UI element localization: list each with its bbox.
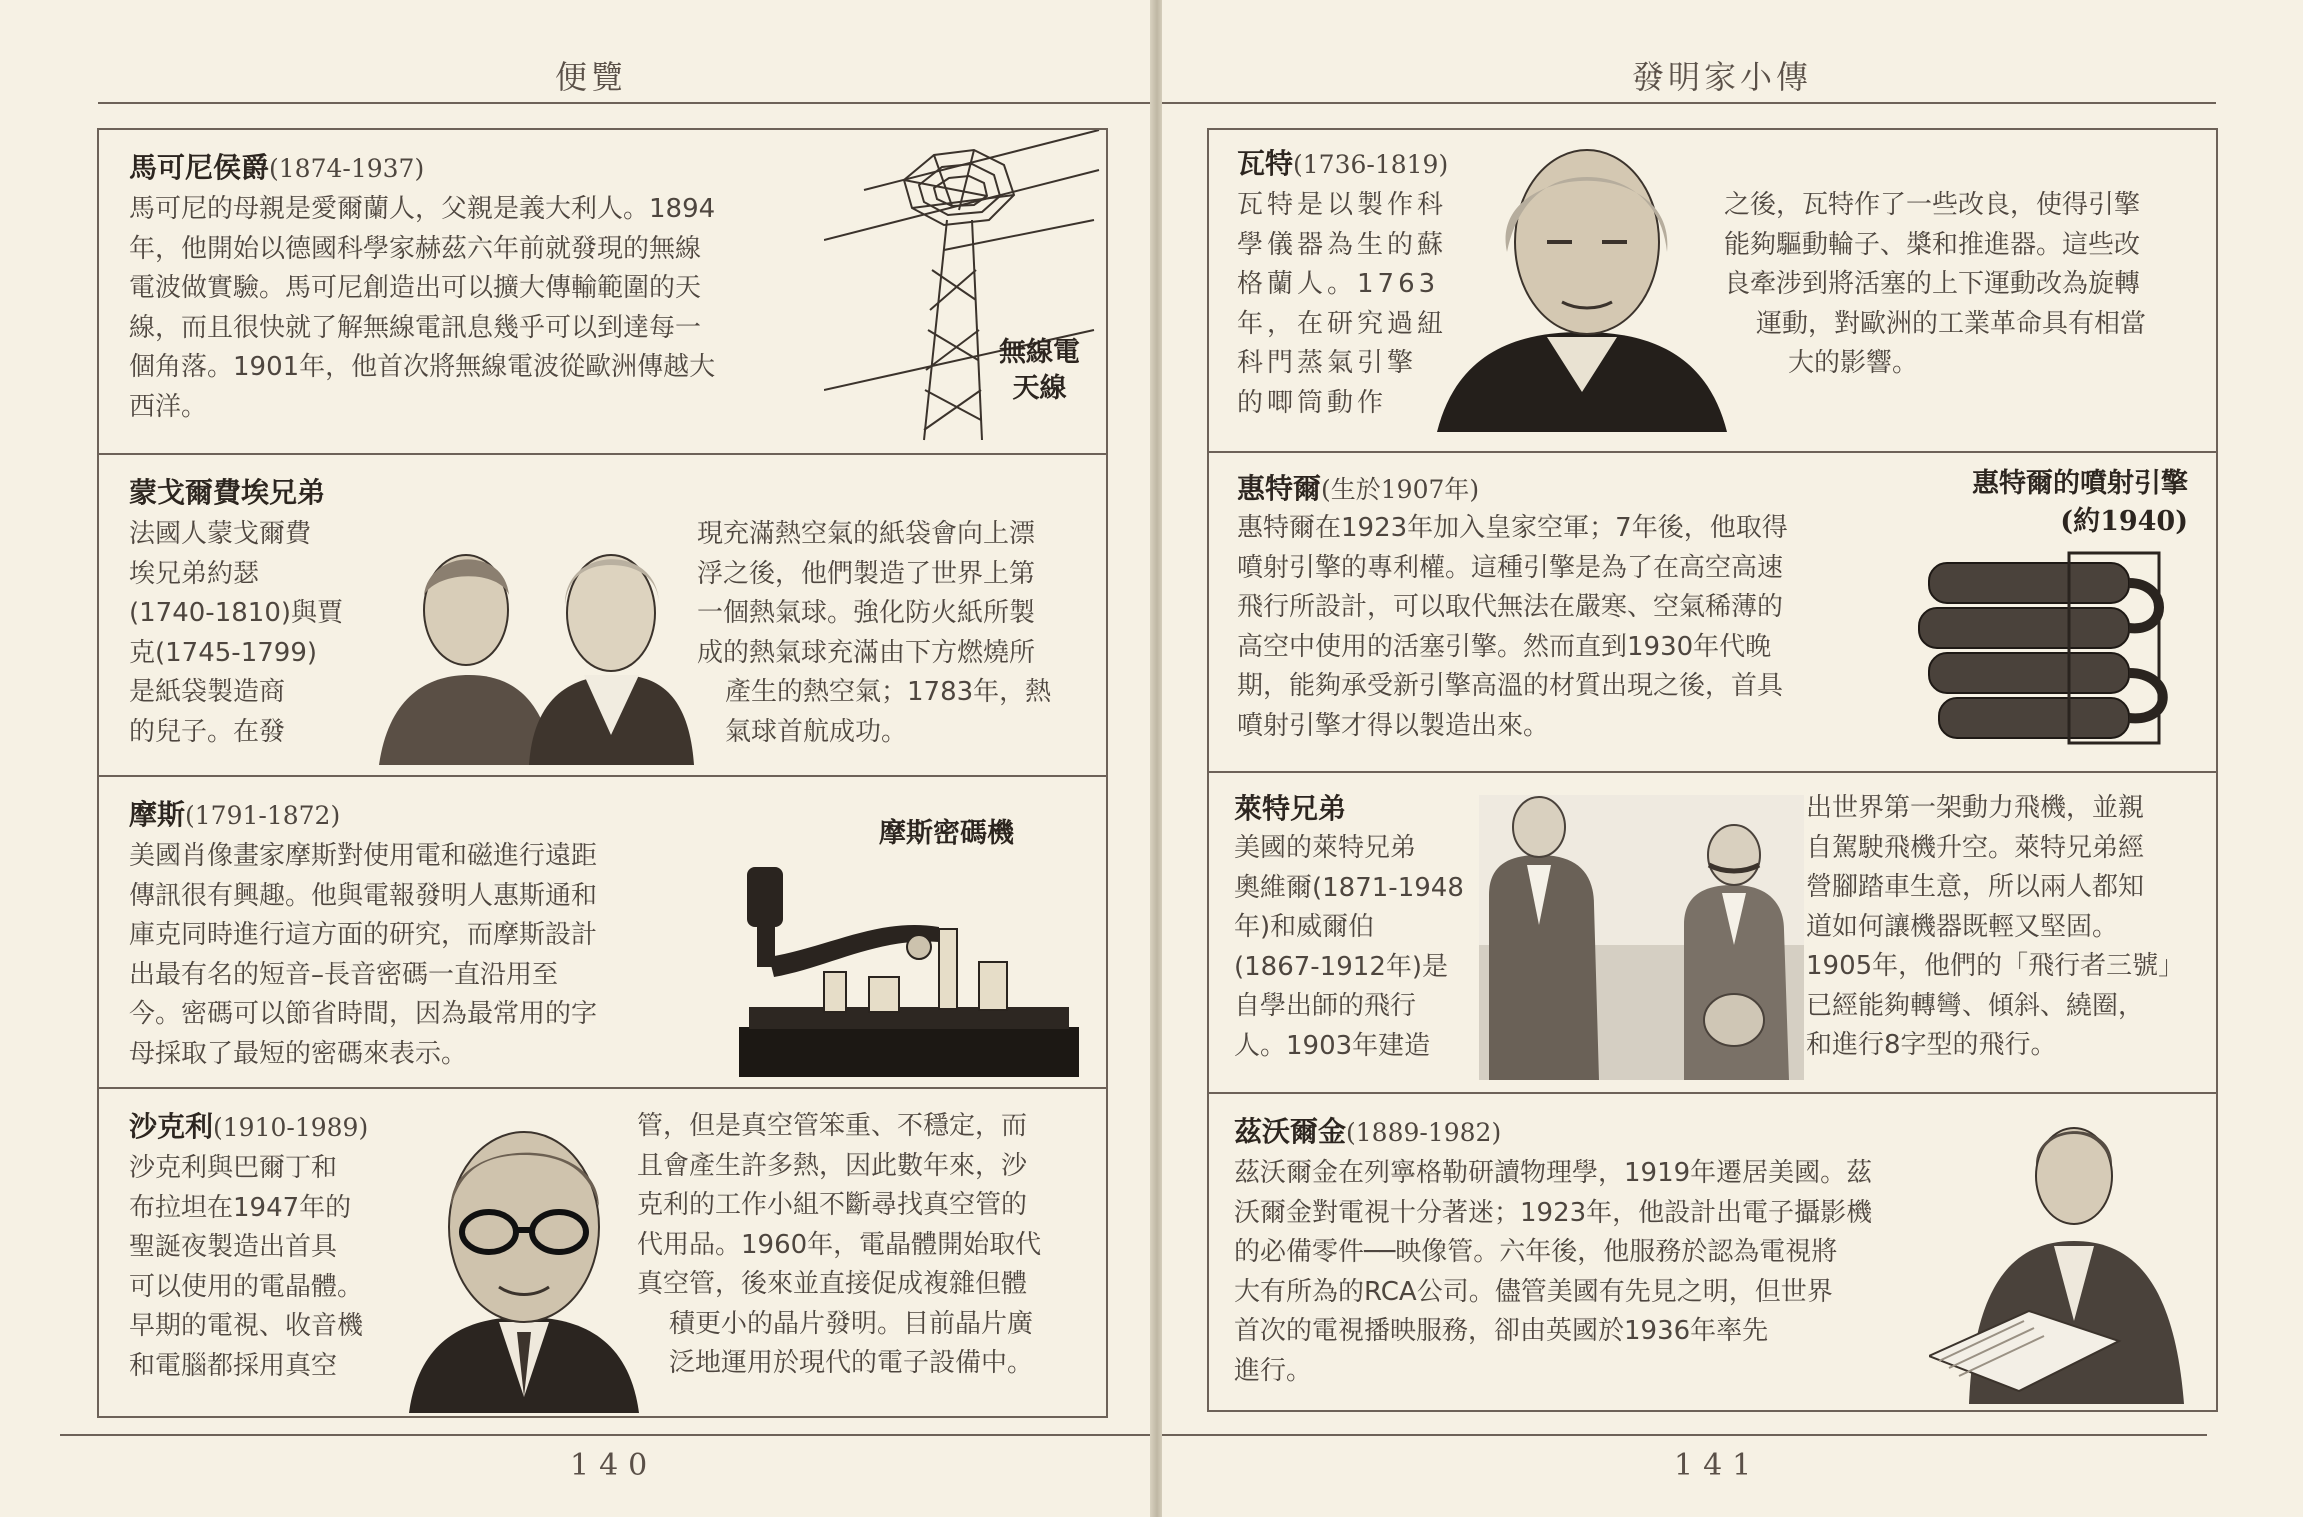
entry-marconi [99,130,1106,453]
entry-title [1237,469,1479,511]
left-content-frame [97,128,1108,1418]
entry-title [1234,1112,1501,1154]
left-footer-rule [60,1434,1152,1436]
entry-title [1234,789,1346,831]
right-page-number: 141 [1674,1448,1762,1483]
antenna-caption: 無線電 天線 [999,337,1080,404]
entry-dates: (1874-1937) [269,154,425,183]
morse-key-caption: 摩斯密碼機 [879,818,1014,849]
entry-body: 惠特爾在1923年加入皇家空軍；7年後，他取得 噴射引擎的專利權。這種引擎是為了在高空高速 飛行所設計，可以取代無法在嚴寒、空氣稀薄的 高空中使用的活塞引擎。然而直到1930年代晚 期，能夠承受新引擎高溫的材質出現之後，首具 噴射引擎才得以製造出來。 [1237,513,1788,741]
entry-body-right: 現充滿熱空氣的紙袋會向上漂 浮之後，他們製造了世界上第 一個熱氣球。強化防火紙所製 成的熱氣球充滿由下方燃燒所 產生的熱空氣；1783年，熱 氣球首航成功。 [697,519,1052,747]
entry-body: 美國肖像畫家摩斯對使用電和磁進行遠距 傳訊很有興趣。他與電報發明人惠斯通和 庫克同時進行這方面的研究，而摩斯設計 出最有名的短音–長音密碼一直沿用至 今。密碼可以節省時間，因為最常用的字 母採取了最短的密碼來表示。 [129,841,598,1069]
entry-morse [99,775,1106,1087]
right-header-rule [1162,102,2216,104]
shockley-portrait [409,1117,639,1413]
left-running-head: 便覽 [555,58,628,96]
entry-name: 沙克利 [129,1110,214,1143]
entry-title [129,473,325,515]
jet-engine-caption: 惠特爾的噴射引擎 (約1940) [1972,468,2188,537]
entry-watt [1209,130,2216,451]
entry-montgolfier [99,453,1106,775]
right-running-head: 發明家小傳 [1632,58,1813,96]
entry-body: 馬可尼的母親是愛爾蘭人，父親是義大利人。1894 年，他開始以德國科學家赫茲六年前就發現的無線 電波做實驗。馬可尼創造出可以擴大傳輸範圍的天 線，而且很快就了解無線電訊息幾乎可以到達每一 個角落。1901年，他首次將無線電波從歐洲傳越大 西洋。 [129,194,716,422]
entry-title [1237,144,1448,186]
entry-wright-brothers [1209,771,2216,1092]
entry-name: 惠特爾 [1237,472,1322,505]
entry-body-left: 瓦特是以製作科 學儀器為生的蘇 格蘭人。1763 年，在研究過紐 科門蒸氣引擎 的唧筒動作 [1237,190,1448,418]
entry-name: 馬可尼侯爵 [129,151,270,184]
entry-body-left: 美國的萊特兄弟 奧維爾(1871-1948 年)和威爾伯 (1867-1912年)是 自學出師的飛行 人。1903年建造 [1234,833,1464,1061]
left-page-number: 140 [570,1448,658,1483]
entry-name: 萊特兄弟 [1234,792,1347,825]
entry-body-right: 出世界第一架動力飛機，並親 自駕駛飛機升空。萊特兄弟經 營腳踏車生意，所以兩人都知 道如何讓機器既輕又堅固。 1905年，他們的「飛行者三號」 已經能夠轉彎、傾斜、繞圈， 和進行8字型的飛行。 [1806,793,2185,1060]
entry-body: 茲沃爾金在列寧格勒研讀物理學，1919年遷居美國。茲 沃爾金對電視十分著迷；1923年，他設計出電子攝影機 的必備零件──映像管。六年後，他服務於認為電視將 大有所為的RCA公司。儘管美國有先見之明，但世界 首次的電視播映服務，卻由英國於1936年率先 進行。 [1234,1158,1873,1386]
left-header-rule [98,102,1152,104]
entry-shockley [99,1087,1106,1414]
entry-whittle [1209,451,2216,771]
entry-zworykin [1209,1092,2216,1408]
entry-dates: (生於1907年) [1321,475,1480,504]
entry-dates: (1889-1982) [1346,1118,1502,1147]
entry-dates: (1736-1819) [1293,150,1449,179]
entry-body-left: 沙克利與巴爾丁和 布拉坦在1947年的 聖誕夜製造出首具 可以使用的電晶體。 早期的電視、收音機 和電腦都採用真空 [129,1153,364,1381]
morse-key-illustration [729,857,1089,1087]
entry-dates: (1910-1989) [213,1113,369,1142]
entry-title [129,795,340,837]
montgolfier-brothers-portrait [369,525,709,775]
entry-body-right: 管，但是真空管笨重、不穩定，而 且會產生許多熱，因此數年來，沙 克利的工作小組不斷尋找真空管的 代用品。1960年，電晶體開始取代 真空管，後來並直接促成複雜但體 積更小的晶片發明。目前晶片廣 泛地運用於現代的電子設備中。 [637,1111,1042,1378]
entry-body-right: 之後，瓦特作了一些改良，使得引擎 能夠驅動輪子、槳和推進器。這些改 良牽涉到將活塞的上下運動改為旋轉 運動，對歐洲的工業革命具有相當 大的影響。 [1724,190,2147,378]
watt-portrait [1437,142,1727,432]
entry-name: 茲沃爾金 [1234,1115,1347,1148]
wright-brothers-photo [1479,795,1804,1080]
entry-title [129,1107,368,1149]
jet-engine-illustration [1909,543,2189,763]
entry-title [129,148,424,190]
right-page [1162,0,2303,1517]
entry-dates: (1791-1872) [185,801,341,830]
right-content-frame [1207,128,2218,1412]
zworykin-portrait [1929,1106,2204,1404]
entry-body-left: 法國人蒙戈爾費 埃兄弟約瑟 (1740-1810)與賈 克(1745-1799) 是紙袋製造商 的兒子。在發 [129,519,344,747]
entry-name: 瓦特 [1237,147,1294,180]
right-footer-rule [1162,1434,2207,1436]
entry-name: 蒙戈爾費埃兄弟 [129,476,326,509]
entry-name: 摩斯 [129,798,186,831]
